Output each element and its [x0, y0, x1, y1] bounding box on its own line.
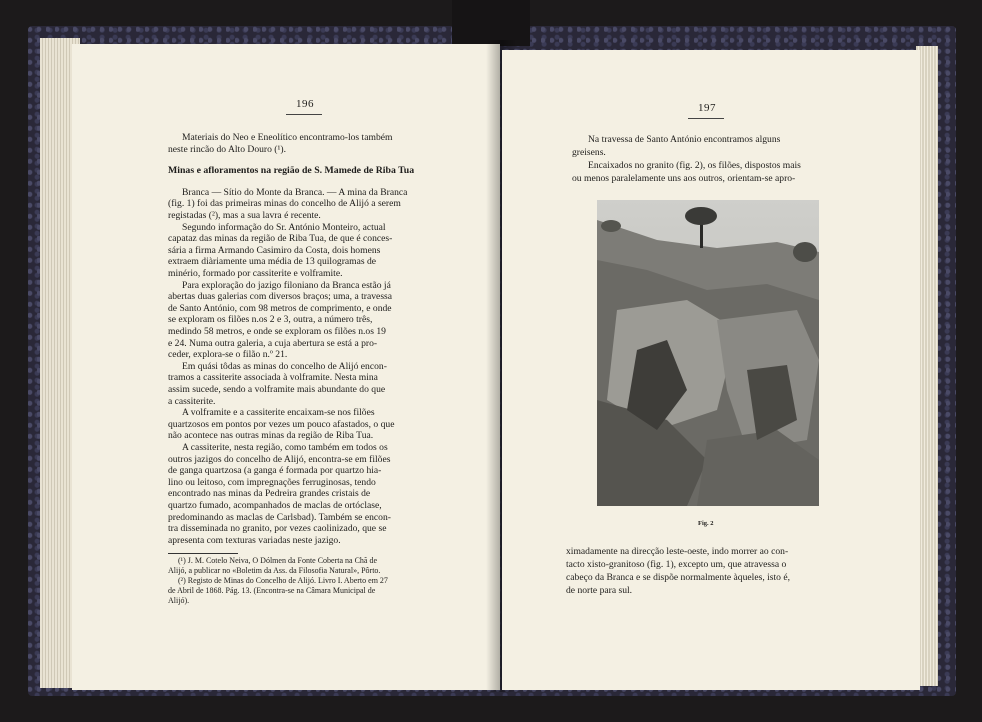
figure-caption: Fig. 2 — [698, 520, 714, 527]
text-line: cabeço da Branca e se dispõe normalmente àqueles, isto é, — [566, 572, 791, 583]
page-number-rule — [286, 114, 322, 115]
text-line: Para exploração do jazigo filoniano da Branca estão já — [182, 279, 391, 291]
text-line: de Santo António, com 98 metros de comprimento, e onde — [168, 302, 392, 314]
text-line: Branca — Sítio do Monte da Branca. — A mina da Branca — [182, 186, 408, 198]
text-line: extraem diàriamente uma média de 13 quilogramas de — [168, 256, 377, 268]
footnote-line: (²) Registo de Minas do Concelho de Alijó. Livro I. Aberto em 27 — [178, 576, 388, 585]
text-line: encontrado nas minas da Pedreira grandes cristais de — [168, 488, 371, 500]
page-number: 197 — [698, 102, 716, 114]
text-line: greisens. — [572, 147, 606, 158]
text-line: lino ou leitoso, com impregnações ferruginosas, tendo — [168, 476, 376, 488]
landscape-photo-icon — [597, 200, 819, 506]
text-line: sária a firma Armando Casimiro da Costa, dois homens — [168, 244, 381, 256]
text-line: quartzosos em pontos por vezes um pouco afastados, o que — [168, 418, 395, 430]
text-line: tra disseminada no granito, por vezes caolinizado, que se — [168, 523, 387, 535]
right-page — [502, 50, 920, 690]
text-line: e 24. Numa outra galeria, a cuja abertura se está a pro- — [168, 337, 378, 349]
text-line: tacto xisto-granitoso (fig. 1), excepto um, que atravessa o — [566, 559, 787, 570]
figure-photo-rock-outcrop — [597, 200, 819, 506]
text-line: ceder, explora-se o filão n.º 21. — [168, 349, 288, 361]
text-line: tramos a cassiterite associada à volframite. Nesta mina — [168, 372, 378, 384]
text-line: de norte para sul. — [566, 585, 633, 596]
page-number-rule — [688, 118, 724, 119]
footnote-rule — [168, 553, 238, 554]
footnote-line: Alijó). — [168, 596, 190, 605]
text-line: A cassiterite, nesta região, como também em todos os — [182, 442, 388, 453]
text-line: Segundo informação do Sr. António Monteiro, actual — [182, 221, 386, 233]
text-line: ou menos paralelamente uns aos outros, orientam-se apro- — [572, 173, 796, 184]
text-line: a cassiterite. — [168, 395, 216, 407]
footnote-line: Alijó, a publicar no «Boletim da Ass. da Filosofia Natural», Pôrto. — [168, 566, 381, 575]
text-line: Em quási tôdas as minas do concelho de Alijó encon- — [182, 360, 387, 372]
text-line: A volframite e a cassiterite encaixam-se nos filões — [182, 407, 375, 419]
footnote-line: de Abril de 1868. Pág. 13. (Encontra-se na Câmara Municipal de — [168, 586, 376, 595]
footnote-line: (¹) J. M. Cotelo Neiva, O Dólmen da Fonte Coberta na Chã de — [178, 556, 378, 565]
text-line: Na travessa de Santo António encontramos alguns — [588, 134, 781, 145]
text-line: quartzo fumado, acompanhados de maclas de ortóclase, — [168, 500, 382, 511]
text-line: medindo 58 metros, e onde se exploram os filões n.os 19 — [168, 326, 386, 337]
text-line: de ganga quartzosa (a ganga é formada por quartzo hia- — [168, 465, 382, 477]
text-line: ximadamente na direcção leste-oeste, indo morrer ao con- — [566, 546, 789, 557]
text-line: não acontece nas outras minas da região de Riba Tua. — [168, 430, 374, 442]
text-line: neste rincão do Alto Douro (¹). — [168, 143, 286, 155]
text-line: abertas duas galerias com diversos braços; uma, a travessa — [168, 291, 393, 303]
text-line: assim sucede, sendo a volframite mais abundante do que — [168, 384, 386, 395]
text-line: registadas (²), mas a sua lavra é recente. — [168, 210, 321, 221]
section-heading: Minas e afloramentos na região de S. Mamede de Riba Tua — [168, 165, 415, 177]
text-line: outros jazigos do concelho de Alijó, encontra-se em filões — [168, 453, 391, 465]
text-line: Encaixados no granito (fig. 2), os filões, dispostos mais — [588, 160, 801, 171]
text-line: se exploram os filões n.os 2 e 3, outra, a número três, — [168, 314, 373, 326]
text-line: Materiais do Neo e Eneolítico encontramo-los também — [182, 132, 393, 143]
page-number: 196 — [296, 98, 314, 110]
text-line: (fig. 1) foi das primeiras minas do concelho de Alijó a serem — [168, 198, 401, 210]
text-line: predominando as maclas de Carlsbad). Também se encon- — [168, 511, 391, 523]
text-line: minério, formado por cassiterite e volframite. — [168, 268, 343, 279]
text-line: apresenta com texturas variadas neste jazigo. — [168, 534, 341, 546]
text-line: capataz das minas da região de Riba Tua, de que é conces- — [168, 233, 393, 245]
left-page — [72, 44, 500, 690]
